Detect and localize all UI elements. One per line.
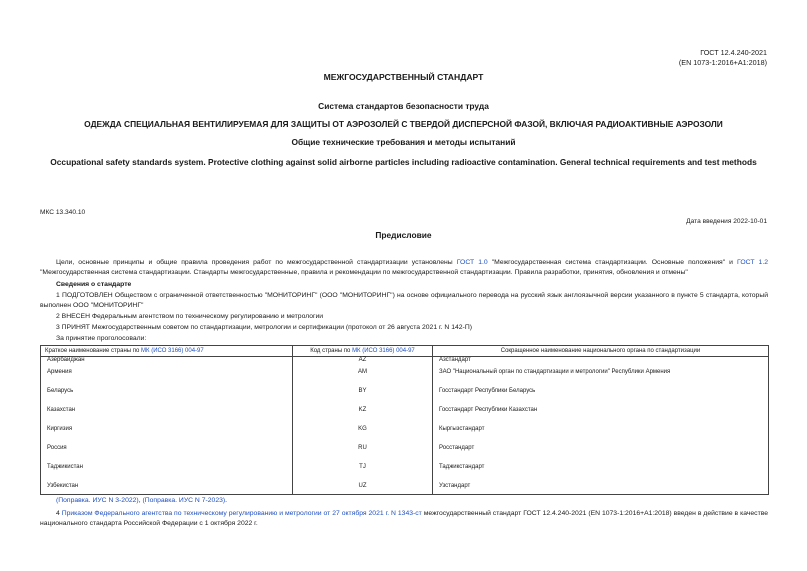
country-cell: Азербайджан bbox=[41, 357, 293, 369]
body-cell: Узстандарт bbox=[439, 482, 471, 489]
amendment-link-2[interactable]: (Поправка. ИУС N 7-2023) bbox=[142, 497, 226, 504]
code-cell: AM bbox=[293, 369, 433, 388]
code-cell: TJ bbox=[293, 464, 433, 483]
info-heading: Сведения о стандарте bbox=[56, 281, 132, 288]
table-row bbox=[41, 407, 769, 426]
body-cell: Таджикстандарт bbox=[439, 463, 485, 470]
paragraph-text: "Межгосударственная система стандартизации. Стандарты межгосударственные, правила и рекомендации по межгосударственной стандартизации. Правила разработки, принятия, обновления и отмены" bbox=[40, 269, 688, 276]
item-3: 3 ПРИНЯТ Межгосударственным советом по стандартизации, метрологии и сертификации (протокол от 26 августа 2021 г. N 142-П) bbox=[56, 324, 472, 331]
table-row bbox=[41, 369, 769, 388]
country-cell: Армения bbox=[41, 369, 293, 388]
intro-date: Дата введения 2022-10-01 bbox=[686, 218, 767, 225]
item-number: 4 bbox=[56, 510, 62, 517]
table-row bbox=[41, 464, 769, 483]
paragraph-text: Цели, основные принципы и общие правила проведения работ по межгосударственной стандартизации установлены bbox=[56, 259, 457, 266]
country-cell: Узбекистан bbox=[41, 483, 293, 495]
english-title: Occupational safety standards system. Protective clothing against solid airborne particles including radioactive contamination. General technical requirements and test methods bbox=[50, 157, 757, 167]
table-header-row bbox=[41, 346, 769, 357]
item-1: 1 ПОДГОТОВЛЕН Обществом с ограниченной ответственностью "МОНИТОРИНГ" (ООО "МОНИТОРИНГ") на основе официального перевода на русский язык англоязычной версии указанного в пункте 5 стандарта, который выполнен ООО "МОНИТОРИНГ" bbox=[40, 292, 768, 309]
code-cell: KZ bbox=[293, 407, 433, 426]
country-cell: Таджикистан bbox=[41, 464, 293, 483]
table-row bbox=[41, 445, 769, 464]
standard-code: ГОСТ 12.4.240-2021 bbox=[700, 48, 767, 57]
paragraph-text: "Межгосударственная система стандартизации. Основные положения" и bbox=[487, 259, 738, 266]
table-row bbox=[41, 426, 769, 445]
header-text: Код страны по bbox=[310, 348, 353, 354]
standard-en-code: (EN 1073-1:2016+A1:2018) bbox=[678, 58, 767, 67]
voted-label: За принятие проголосовали: bbox=[56, 335, 147, 342]
code-cell: BY bbox=[293, 388, 433, 407]
item-text: межгосударственный стандарт ГОСТ 12.4.240-2021 (EN 1073-1:2016+A1:2018) введен в действие в качестве национального стандарта Российской Федерации с 1 октября 2022 г. bbox=[40, 510, 769, 527]
column-header-body: Сокращенное наименование национального органа по стандартизации bbox=[433, 346, 769, 357]
body-cell: Азстандарт bbox=[439, 357, 471, 363]
code-cell: UZ bbox=[293, 483, 433, 495]
table-row bbox=[41, 357, 769, 369]
order-link[interactable]: Приказом Федерального агентства по техническому регулированию и метрологии от 27 октября 2021 г. N 1343-ст bbox=[61, 510, 422, 517]
amendment-link-1[interactable]: (Поправка. ИУС N 3-2022) bbox=[56, 497, 139, 504]
main-title: ОДЕЖДА СПЕЦИАЛЬНАЯ ВЕНТИЛИРУЕМАЯ ДЛЯ ЗАЩИТЫ ОТ АЭРОЗОЛЕЙ С ТВЕРДОЙ ДИСПЕРСНОЙ ФАЗОЙ, ВКЛЮЧАЯ РАДИОАКТИВНЫЕ АЭРОЗОЛИ bbox=[84, 119, 723, 129]
mk-iso-link[interactable]: МК (ИСО 3166) 004-97 bbox=[141, 348, 204, 354]
body-cell: Кыргызстандарт bbox=[439, 425, 485, 432]
country-cell: Киргизия bbox=[41, 426, 293, 445]
system-title: Система стандартов безопасности труда bbox=[318, 101, 489, 111]
country-cell: Казахстан bbox=[41, 407, 293, 426]
body-cell: Госстандарт Республики Беларусь bbox=[439, 387, 536, 394]
interstate-heading: МЕЖГОСУДАРСТВЕННЫЙ СТАНДАРТ bbox=[323, 72, 484, 82]
code-cell: RU bbox=[293, 445, 433, 464]
country-cell: Беларусь bbox=[41, 388, 293, 407]
body-cell: ЗАО "Национальный орган по стандартизации и метрологии" Республики Армения bbox=[439, 368, 671, 375]
foreword-paragraph bbox=[40, 258, 768, 278]
separator-text: , bbox=[138, 497, 143, 504]
item-4 bbox=[40, 509, 768, 529]
gost-1-0-link[interactable]: ГОСТ 1.0 bbox=[456, 259, 488, 266]
mks-code: МКС 13.340.10 bbox=[40, 209, 86, 216]
country-cell: Россия bbox=[41, 445, 293, 464]
mk-iso-link[interactable]: МК (ИСО 3166) 004-97 bbox=[352, 348, 415, 354]
code-cell: AZ bbox=[293, 357, 433, 369]
table-row bbox=[41, 388, 769, 407]
column-header-code bbox=[293, 346, 433, 357]
body-cell: Госстандарт Республики Казахстан bbox=[439, 406, 538, 413]
subtitle: Общие технические требования и методы испытаний bbox=[291, 137, 516, 147]
gost-1-2-link[interactable]: ГОСТ 1.2 bbox=[737, 259, 768, 266]
amendments-line bbox=[40, 496, 768, 506]
code-cell: KG bbox=[293, 426, 433, 445]
countries-table bbox=[40, 345, 769, 495]
body-cell: Росстандарт bbox=[439, 444, 475, 451]
table-row bbox=[41, 483, 769, 495]
header-text: Краткое наименование страны по bbox=[45, 348, 142, 354]
item-2: 2 ВНЕСЕН Федеральным агентством по техническому регулированию и метрологии bbox=[56, 313, 324, 320]
separator-text: . bbox=[225, 497, 228, 504]
foreword-title: Предисловие bbox=[375, 230, 432, 240]
column-header-country bbox=[41, 346, 293, 357]
